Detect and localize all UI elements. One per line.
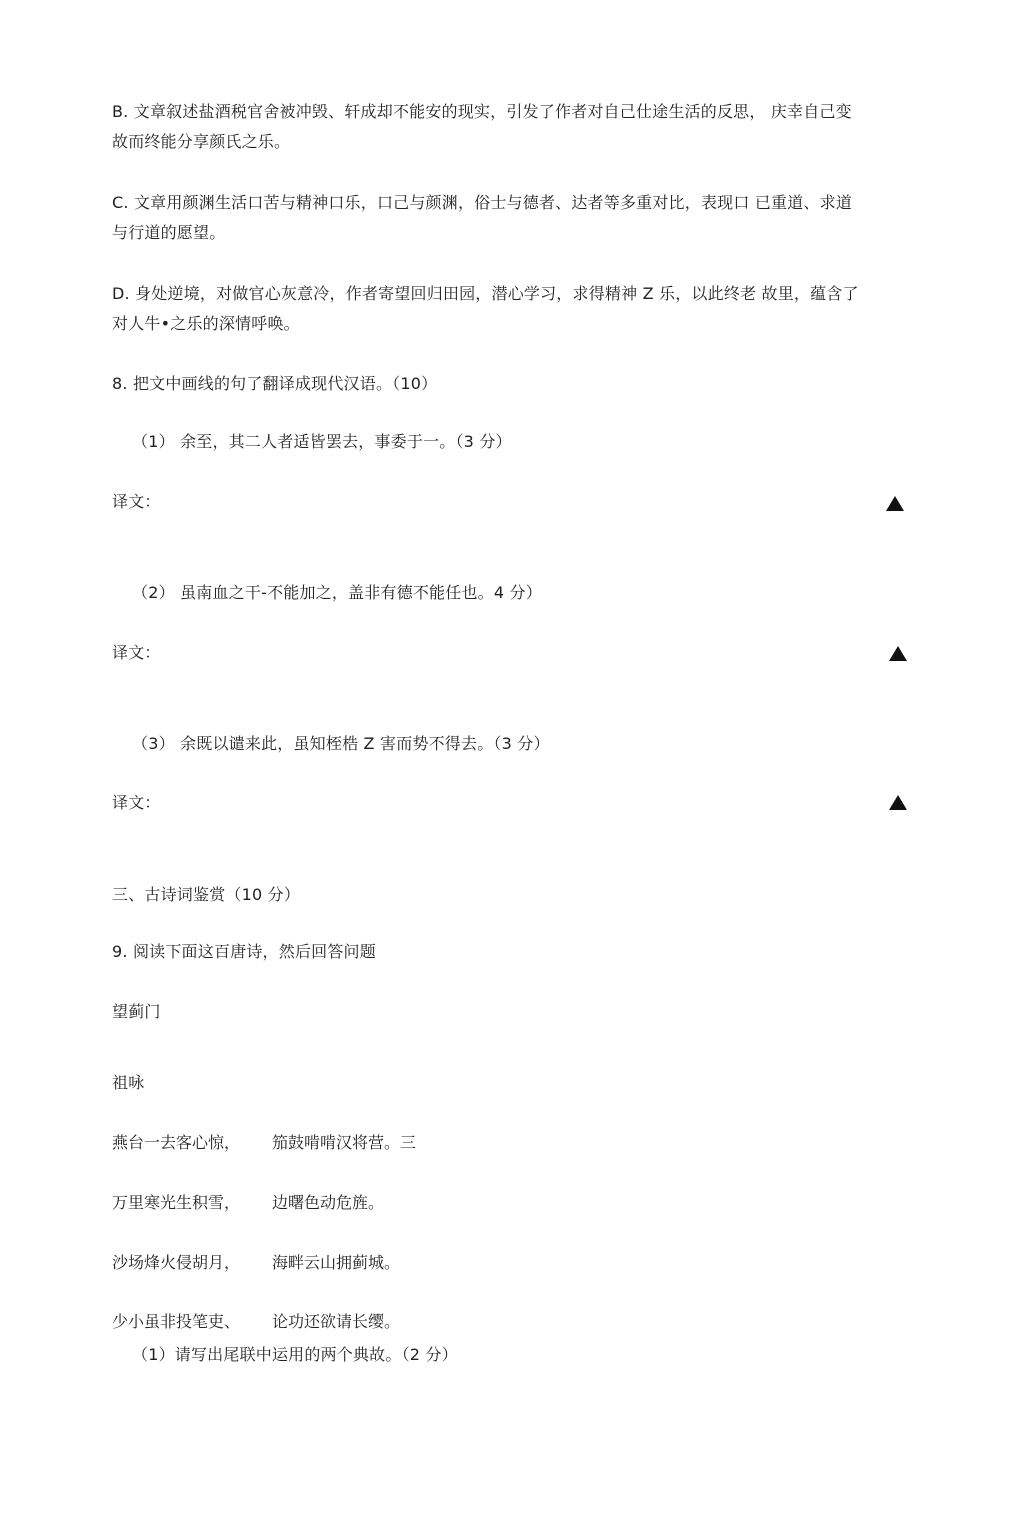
q8-item-3-text: （3） 余既以谴来此，虽知桎梏 Z 害而势不得去。（3 分） (132, 734, 550, 753)
poem-line-4 (112, 1307, 400, 1337)
poem-line-3-second: 海畔云山拥蓟城。 (272, 1253, 401, 1272)
q8-item-3-label: 译文： (112, 793, 161, 812)
triangle-up-icon (886, 496, 904, 511)
poem-author: 祖咏 (112, 1073, 145, 1092)
poem-line-1-first: 燕台一去客心惊， (112, 1133, 241, 1152)
q8-item-2-label: 译文： (112, 643, 161, 662)
question-8-title: 8. 把文中画线的句了翻译成现代汉语。（10） (112, 374, 438, 393)
poem-line-2 (112, 1188, 384, 1218)
option-b-line-2: 故而终能分享颜氏之乐。 (112, 132, 291, 151)
poem-title: 望蓟门 (112, 1002, 161, 1021)
option-b-line-1: B. 文章叙述盐酒税官舍被冲毁、轩成却不能安的现实，引发了作者对自己仕途生活的反思， 庆幸自己变 (112, 102, 852, 121)
poem-line-4-first: 少小虽非投笔吏、 (112, 1312, 241, 1331)
option-d-line-1: D. 身处逆境，对做官心灰意冷，作者寄望回归田园，潜心学习，求得精神 Z 乐，以此终老 故里，蕴含了 (112, 284, 859, 303)
poem-line-1-second: 笳鼓啃啃汉将营。三 (272, 1133, 417, 1152)
poem-line-4-second: 论功还欲请长缨。 (272, 1312, 401, 1331)
poem-line-2-first: 万里寒光生积雪， (112, 1193, 241, 1212)
option-d-line-2: 对人牛•之乐的深情呼唤。 (112, 314, 300, 333)
poem-line-3-first: 沙场烽火侵胡月， (112, 1253, 241, 1272)
poem-line-1 (112, 1128, 416, 1158)
poem-line-3 (112, 1248, 400, 1278)
triangle-up-icon (889, 795, 907, 810)
q8-item-2-text: （2） 虽南血之干-不能加之，盖非有德不能任也。4 分） (132, 583, 542, 602)
q9-sub-question-1: （1）请写出尾联中运用的两个典故。（2 分） (132, 1345, 458, 1364)
section-3-heading: 三、古诗词鉴赏（10 分） (112, 885, 301, 904)
q8-item-1-text: （1） 余至，其二人者适皆罢去，事委于一。（3 分） (132, 432, 512, 451)
triangle-up-icon (889, 646, 907, 661)
option-c-line-2: 与行道的愿望。 (112, 223, 226, 242)
option-c-line-1: C. 文章用颜渊生活口苦与精神口乐，口己与颜渊，俗士与德者、达者等多重对比，表现口 已重道、求道 (112, 193, 853, 212)
poem-line-2-second: 边曙色动危旌。 (272, 1193, 385, 1212)
q8-item-1-label: 译文： (112, 492, 161, 511)
question-9-title: 9. 阅读下面这百唐诗，然后回答问题 (112, 942, 376, 961)
